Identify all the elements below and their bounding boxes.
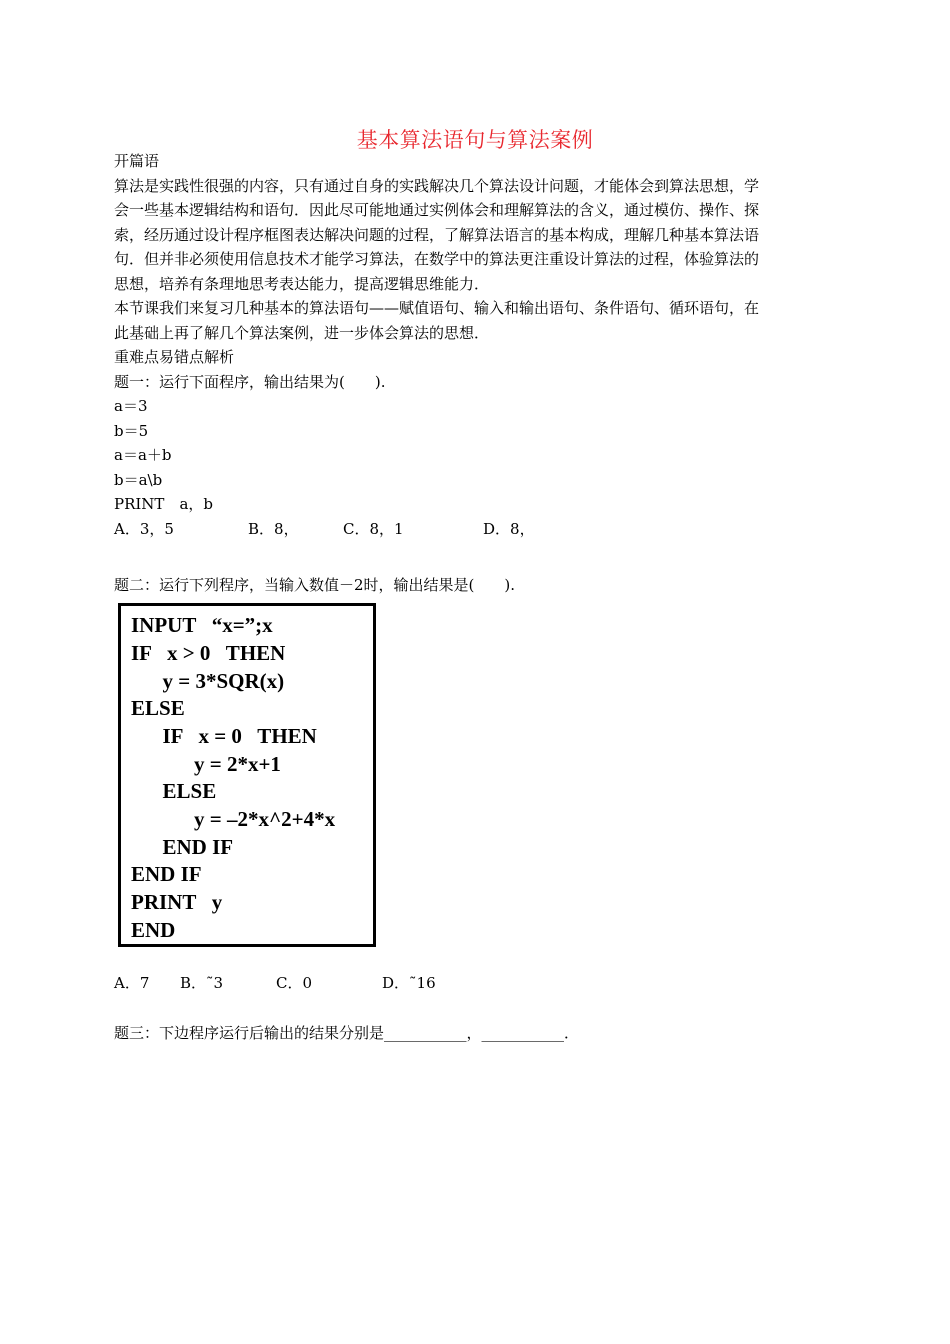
q2-choice-b: B．˜3 (180, 974, 224, 992)
q2-code-line: END IF (131, 835, 234, 859)
q2-choices-section (114, 971, 838, 996)
q2-code-line: PRINT y (131, 890, 223, 914)
intro-para1-line-1: 算法是实践性很强的内容，只有通过自身的实践解决几个算法设计问题，才能体会到算法思想，学 (114, 176, 760, 195)
q1-choice-c: C．8，1 (343, 519, 404, 538)
document-title: 基本算法语句与算法案例 (356, 128, 594, 152)
analysis-heading: 重难点易错点解析 (114, 348, 235, 366)
q2-choice-d: D．˜16 (382, 974, 436, 992)
q3-section (114, 1021, 838, 1046)
q2-prompt: 题二：运行下列程序，当输入数值－2时，输出结果是( ). (114, 576, 516, 594)
q2-choice-a: A．7 (114, 974, 150, 992)
q2-code-line: END (131, 918, 176, 942)
q2-section (114, 573, 838, 598)
q2-code-line: y = 2*x+1 (131, 752, 281, 776)
q2-code-box (118, 603, 376, 947)
q1-code-line: b＝5 (114, 421, 149, 440)
q2-code-line: y = 3*SQR(x) (131, 669, 285, 693)
q1-code-line: a＝3 (114, 397, 148, 415)
q1-choices (114, 517, 838, 542)
q2-code-line: y = –2*x^2+4*x (131, 807, 336, 831)
intro-para1-line-4: 句．但并非必须使用信息技术才能学习算法，在数学中的算法更注重设计算法的过程，体验算法的 (114, 250, 760, 268)
q2-code-line: ELSE (131, 696, 185, 720)
q1-code-line: b＝a\b (114, 470, 163, 489)
q2-code-line: INPUT “x=”;x (131, 613, 273, 637)
q1-code-line: PRINT a，b (114, 495, 213, 513)
q1-choice-d: D．8， (483, 519, 535, 538)
q1-prompt: 题一：运行下面程序，输出结果为( ). (114, 372, 386, 391)
intro-para1-line-5: 思想，培养有条理地思考表达能力，提高逻辑思维能力． (114, 274, 490, 293)
intro-para2-line-1: 本节课我们来复习几种基本的算法语句——赋值语句、输入和输出语句、条件语句、循环语句，在 (114, 299, 760, 317)
intro-para2-line-2: 此基础上再了解几个算法案例，进一步体会算法的思想． (114, 323, 490, 342)
q3-prompt: 题三：下边程序运行后输出的结果分别是___________，___________． (114, 1024, 580, 1042)
intro-section (114, 149, 838, 541)
q2-code-line: IF x = 0 THEN (131, 724, 317, 748)
q2-code-line: ELSE (131, 779, 217, 803)
q1-code-line: a＝a＋b (114, 446, 172, 464)
q2-code-line: IF x > 0 THEN (131, 641, 286, 665)
q1-choice-b: B．8， (248, 519, 299, 538)
q2-code-line: END IF (131, 862, 202, 886)
q2-choice-c: C．0 (276, 974, 313, 992)
q2-choices (114, 971, 838, 996)
intro-heading: 开篇语 (114, 152, 160, 170)
intro-para1-line-2: 会一些基本逻辑结构和语句．因此尽可能地通过实例体会和理解算法的含义，通过模仿、操作、探 (114, 201, 760, 219)
q1-choice-a: A．3，5 (114, 519, 174, 538)
intro-para1-line-3: 索，经历通过设计程序框图表达解决问题的过程，了解算法语言的基本构成，理解几种基本算法语 (114, 225, 760, 244)
